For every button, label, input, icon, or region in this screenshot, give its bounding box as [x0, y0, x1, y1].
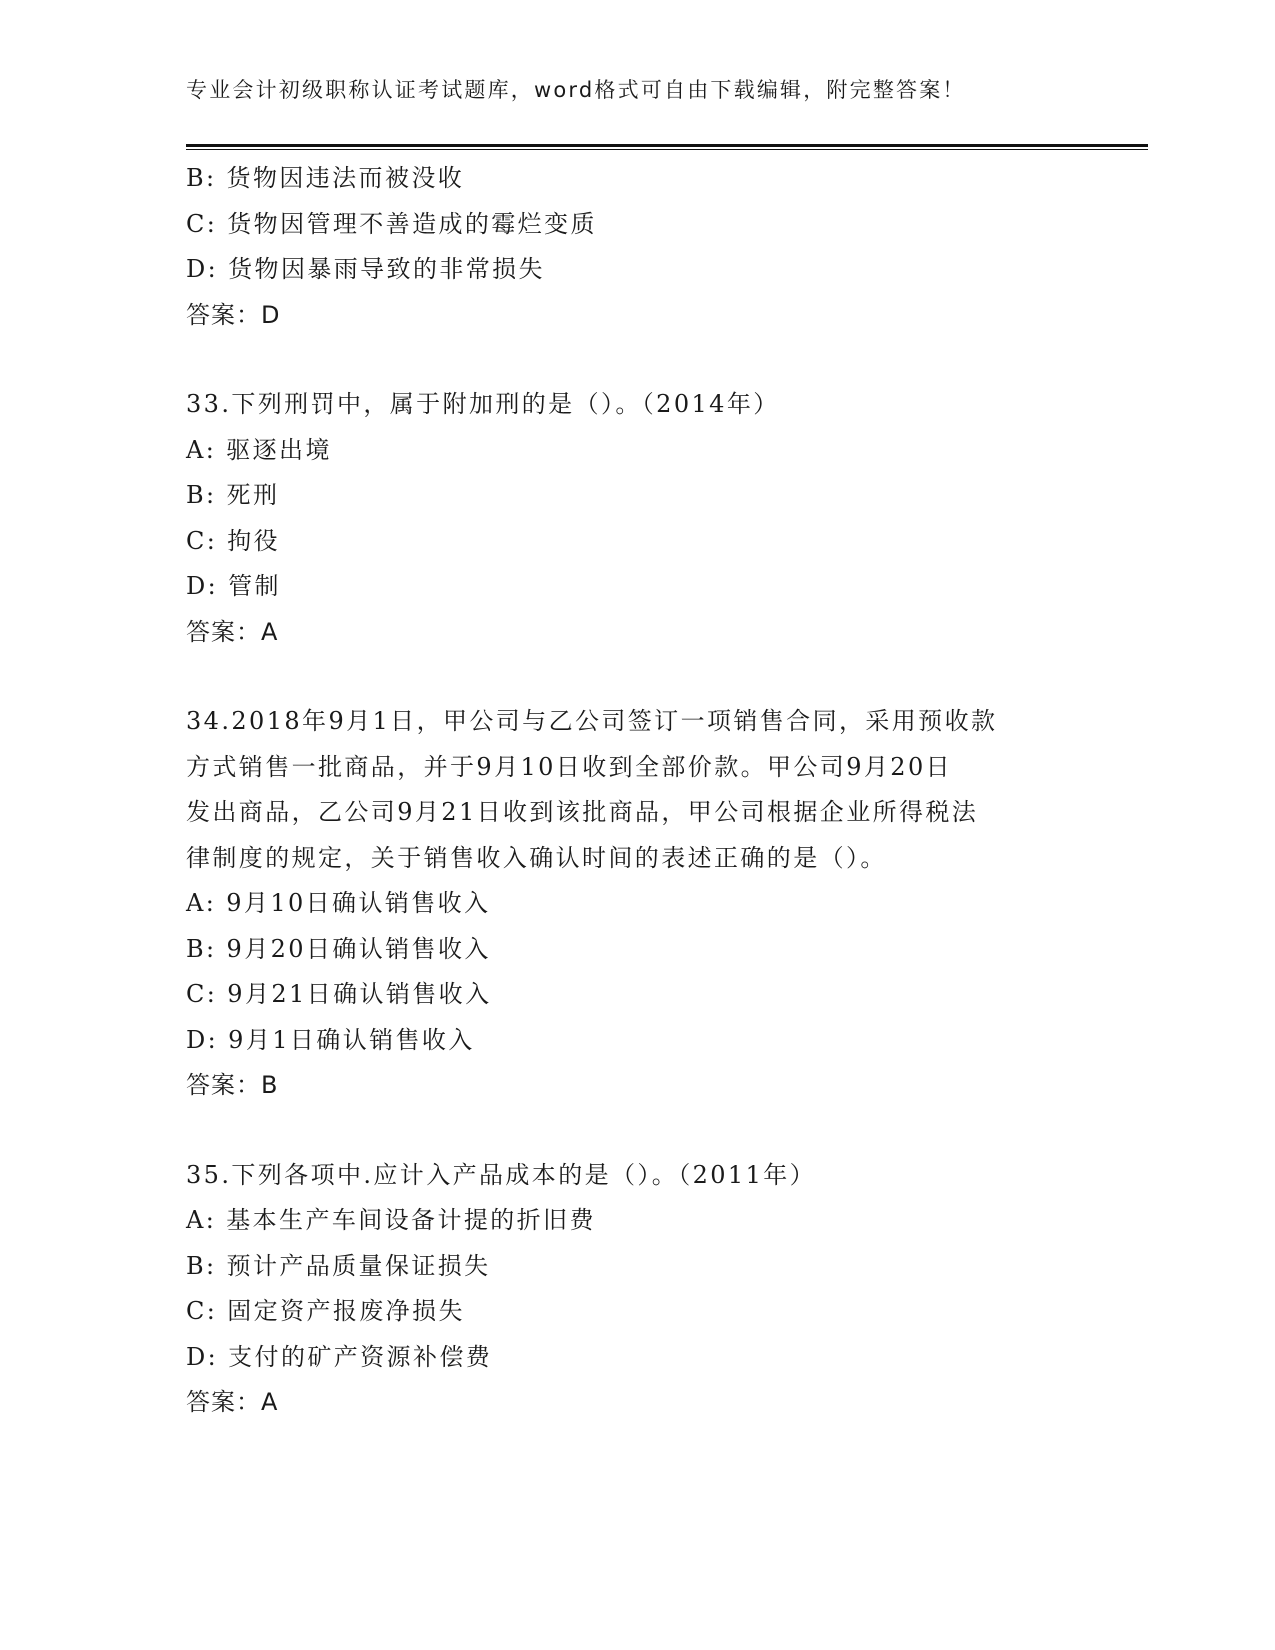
option-d: D: 支付的矿产资源补偿费 — [186, 1342, 493, 1371]
header-rule-thin — [186, 149, 1148, 150]
option-b: B: 预计产品质量保证损失 — [186, 1251, 491, 1280]
question-stem: 33.下列刑罚中，属于附加刑的是（）。（2014年） — [186, 390, 780, 418]
option-d: D: 货物因暴雨导致的非常损失 — [186, 255, 545, 283]
question-list — [186, 156, 1106, 1426]
option-a: A: 驱逐出境 — [186, 435, 332, 464]
option-d: D: 管制 — [186, 572, 281, 600]
question-stem: 35.下列各项中.应计入产品成本的是（）。（2011年） — [186, 1160, 817, 1189]
option-c: C: 固定资产报废净损失 — [186, 1297, 465, 1325]
answer: 答案：D — [186, 300, 281, 329]
answer: 答案：B — [186, 1071, 279, 1099]
answer: 答案：A — [186, 1388, 279, 1416]
page-header: 专业会计初级职称认证考试题库，word格式可自由下载编辑，附完整答案！ — [186, 78, 966, 102]
question-35 — [186, 1153, 1106, 1426]
option-b: B: 死刑 — [186, 481, 280, 509]
option-a: A: 9月10日确认销售收入 — [186, 889, 491, 917]
spacer — [186, 338, 1106, 382]
question-stem-line: 发出商品，乙公司9月21日收到该批商品，甲公司根据企业所得税法 — [186, 798, 979, 826]
option-d: D: 9月1日确认销售收入 — [186, 1025, 475, 1054]
question-stem-line: 方式销售一批商品，并于9月10日收到全部价款。甲公司9月20日 — [186, 752, 953, 781]
option-b: B: 货物因违法而被没收 — [186, 164, 465, 192]
option-c: C: 货物因管理不善造成的霉烂变质 — [186, 209, 597, 238]
option-c: C: 9月21日确认销售收入 — [186, 980, 492, 1008]
option-c: C: 拘役 — [186, 526, 281, 555]
header-rule-thick — [186, 144, 1148, 147]
spacer — [186, 1109, 1106, 1153]
option-a: A: 基本生产车间设备计提的折旧费 — [186, 1206, 596, 1234]
answer: 答案：A — [186, 617, 279, 646]
question-stem-line: 34.2018年9月1日，甲公司与乙公司签订一项销售合同，采用预收款 — [186, 707, 998, 735]
question-33 — [186, 382, 1106, 655]
question-stem-line: 律制度的规定，关于销售收入确认时间的表述正确的是（）。 — [186, 843, 887, 872]
option-b: B: 9月20日确认销售收入 — [186, 934, 491, 963]
question-34 — [186, 699, 1106, 1109]
question-32-continued — [186, 156, 1106, 338]
spacer — [186, 655, 1106, 699]
